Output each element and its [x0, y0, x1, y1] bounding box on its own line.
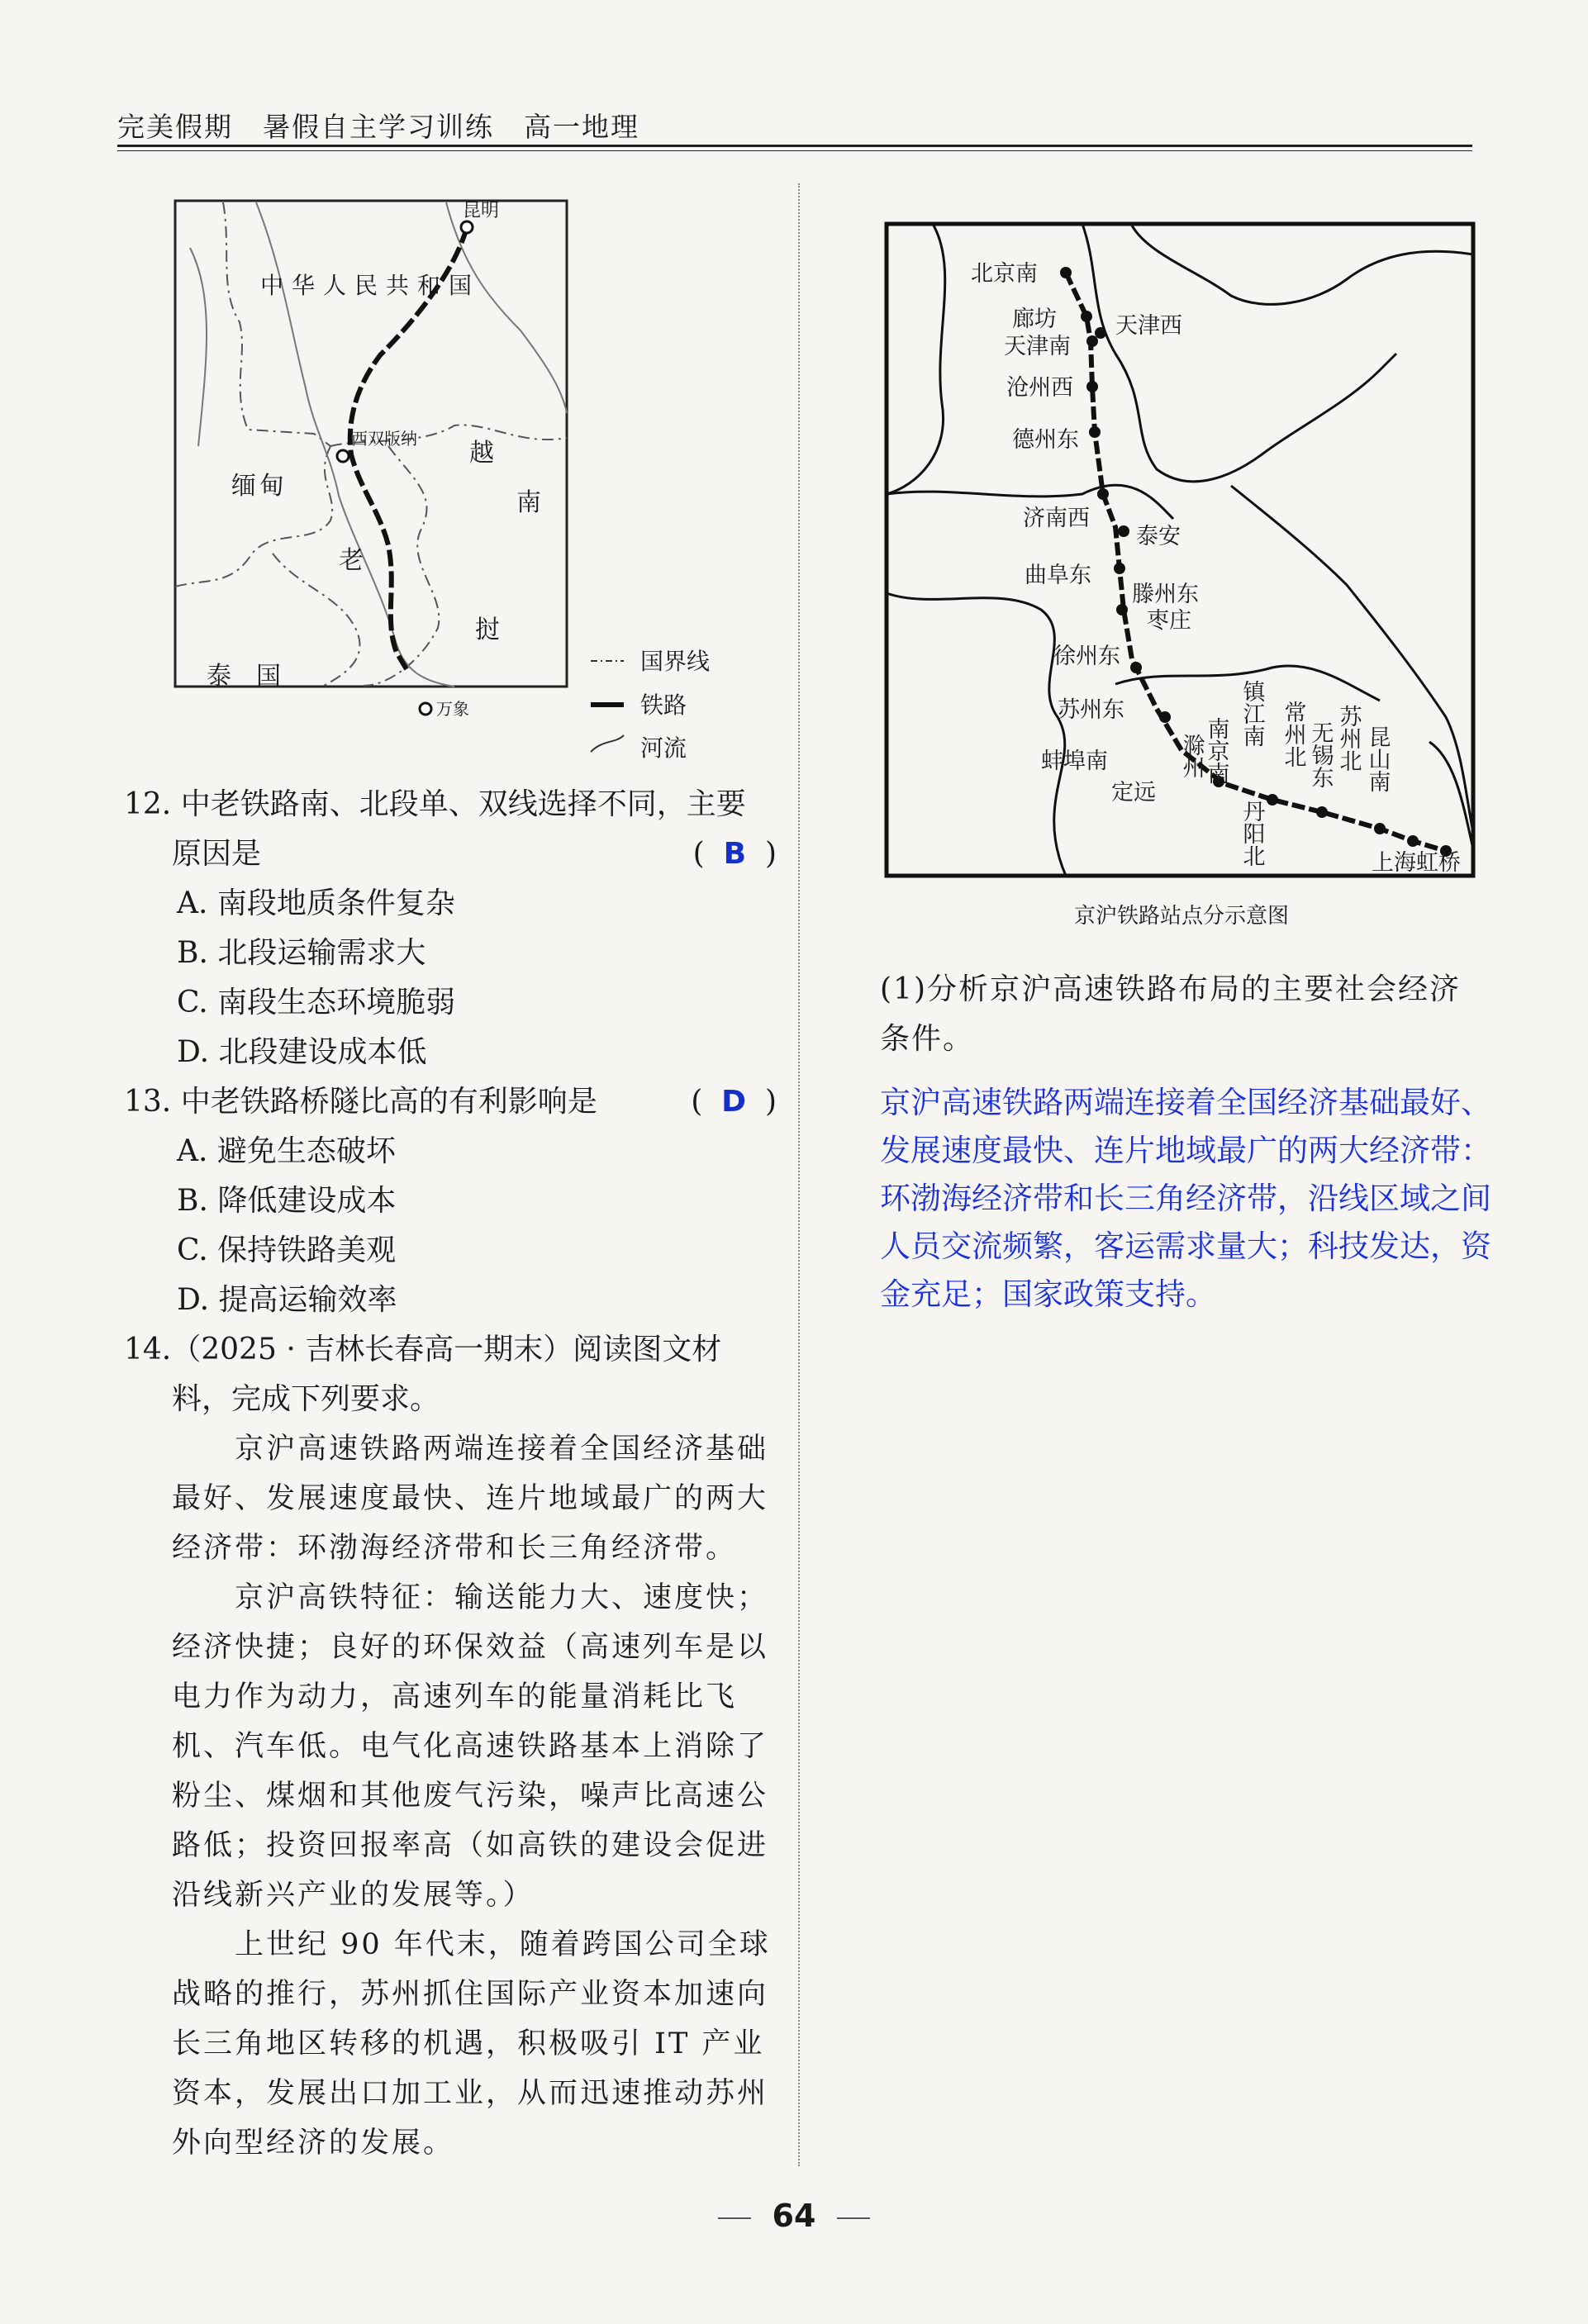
station-taian: 泰安 — [1136, 524, 1181, 549]
q12-option-d: D. 北段建设成本低 — [177, 1035, 427, 1069]
station-kunshannan: 昆山南 — [1364, 725, 1391, 792]
label-vietnam-1: 越 — [469, 439, 494, 468]
coastline — [1231, 486, 1473, 833]
header-rule-thin — [117, 150, 1472, 151]
map-legend — [591, 648, 710, 762]
q12-answer-bracket: ( B ) — [692, 837, 777, 871]
map-caption: 京沪铁路站点分示意图 — [1073, 904, 1289, 929]
station-dezhoudong: 德州东 — [1012, 427, 1079, 453]
station-shanghaihongqiao: 上海虹桥 — [1372, 850, 1461, 876]
q14-paragraph-1: 京沪高速铁路两端连接着全国经济基础最好、发展速度最快、连片地域最广的两大经济带：环渤海经济带和长三角经济带。 — [172, 1433, 769, 1565]
label-china: 中华人民共和国 — [260, 272, 481, 299]
q13-answer-bracket: ( D ) — [691, 1085, 777, 1119]
q12-option-a: A. 南段地质条件复杂 — [177, 886, 455, 920]
vientiane-marker — [420, 703, 431, 715]
q13-answer: D — [721, 1085, 747, 1119]
page-header — [117, 97, 1472, 155]
station-suzhoubei: 苏州北 — [1335, 705, 1362, 772]
page-number-text: 64 — [772, 2198, 816, 2234]
station-bengbunan: 蚌埠南 — [1041, 749, 1108, 774]
station-tianjinxi: 天津西 — [1115, 313, 1182, 339]
river — [190, 248, 207, 446]
sub1-answer: 京沪高速铁路两端连接着全国经济基础最好、发展速度最快、连片地域最广的两大经济带：环渤海经济带和长三角经济带，沿线区域之间人员交流频繁，客运需求量大；科技发达，资金充足；国家政策支持。 — [880, 1085, 1491, 1312]
page-number-dash-left — [718, 2217, 751, 2219]
station-qufudong: 曲阜东 — [1025, 563, 1091, 588]
station-tengzhoudong: 滕州东 — [1132, 582, 1199, 607]
label-laos-1: 老 — [339, 546, 364, 575]
station-dingyuan: 定远 — [1111, 780, 1156, 806]
province-boundary — [1132, 226, 1473, 304]
station-nanjingnan: 南京南 — [1203, 717, 1229, 784]
q12-stem-line2 — [124, 829, 777, 879]
station-beijingnan: 北京南 — [971, 261, 1038, 287]
subject-title: 高一地理 — [524, 111, 639, 143]
q12-option-c: C. 南段生态环境脆弱 — [177, 986, 456, 1019]
xishuangbanna-marker — [337, 450, 349, 462]
q13-option-c: C. 保持铁路美观 — [177, 1233, 397, 1267]
label-kunming: 昆明 — [463, 201, 500, 221]
q13-option-b: B. 降低建设成本 — [177, 1184, 397, 1218]
coastline — [1082, 224, 1396, 482]
q12-option-b: B. 北段运输需求大 — [177, 936, 426, 970]
page-number — [0, 2198, 1588, 2234]
label-xishuangbanna: 西双版纳 — [351, 429, 417, 449]
province-boundary — [887, 226, 945, 494]
sub1-question: (1)分析京沪高速铁路布局的主要社会经济条件。 — [880, 972, 1461, 1056]
series-title: 完美假期 — [117, 111, 233, 143]
border-line — [364, 446, 439, 686]
station-langfang: 廊坊 — [1012, 307, 1057, 332]
q14-subquestion-1 — [880, 965, 1491, 1319]
station-tianjinnan: 天津南 — [1004, 334, 1071, 359]
province-boundary — [887, 593, 1066, 876]
column-divider — [798, 183, 800, 2166]
station-labels — [971, 261, 1199, 806]
label-thailand: 泰国 — [207, 662, 306, 691]
q12-answer: B — [723, 837, 747, 871]
q13-option-d: D. 提高运输效率 — [177, 1283, 397, 1317]
station-zhenjiangnan: 镇江南 — [1239, 680, 1265, 747]
q14-stem-line2: 料，完成下列要求。 — [172, 1382, 440, 1416]
station-changzhoubei: 常州北 — [1280, 701, 1306, 768]
legend-river-label: 河流 — [640, 734, 687, 762]
station-cangzhouxi: 沧州西 — [1006, 375, 1073, 401]
station-wuxidong: 无锡东 — [1307, 721, 1334, 788]
question-12 — [124, 780, 777, 2168]
station-suzhoudong: 苏州东 — [1058, 697, 1124, 723]
kunming-marker — [461, 221, 473, 233]
station-chuzhou: 滁州 — [1178, 734, 1205, 778]
q13-option-a: A. 避免生态破坏 — [177, 1134, 396, 1168]
station-zaozhuang: 枣庄 — [1147, 608, 1191, 634]
station-jinanxi: 济南西 — [1023, 506, 1090, 531]
legend-railway-label: 铁路 — [640, 691, 687, 719]
label-myanmar: 缅甸 — [231, 472, 288, 501]
vertical-station-labels — [1179, 680, 1391, 867]
label-vientiane: 万象 — [436, 699, 469, 719]
q14-stem-line1: 14.（2025 · 吉林长春高一期末）阅读图文材 — [124, 1333, 722, 1366]
q14-material — [124, 1424, 777, 2168]
china-laos-railway-map — [174, 198, 785, 777]
legend-border-label: 国界线 — [640, 648, 711, 675]
q12-stem-line1: 12. 中老铁路南、北段单、双线选择不同，主要 — [124, 787, 746, 821]
page-number-dash-right — [837, 2217, 870, 2219]
q12-stem-text: 原因是 — [172, 837, 262, 871]
legend-river-symbol — [591, 735, 624, 752]
header-rule — [117, 145, 1472, 147]
q14-paragraph-3: 上世纪 90 年代末，随着跨国公司全球战略的推行，苏州抓住国际产业资本加速向长三角地区转移的机遇，积极吸引 IT 产业资本，发展出口加工业，从而迅速推动苏州外向型经济的发展。 — [172, 1928, 771, 2160]
book-title: 暑假自主学习训练 — [263, 111, 494, 143]
border-line — [175, 446, 332, 587]
beijing-shanghai-railway-map — [884, 221, 1479, 940]
station-xuzhoudong: 徐州东 — [1053, 644, 1120, 669]
q13-stem — [124, 1077, 777, 1127]
border-line — [223, 202, 330, 446]
label-vietnam-2: 南 — [516, 488, 541, 517]
q14-paragraph-2: 京沪高铁特征：输送能力大、速度快；经济快捷；良好的环保效益（高速列车是以电力作为动力，高速列车的能量消耗比飞机、汽车低。电气化高速铁路基本上消除了粉尘、煤烟和其他废气污染，噪声比高速公路低；投资回报率高（如高铁的建设会促进沿线新兴产业的发展等。） — [172, 1581, 769, 1912]
label-laos-2: 挝 — [475, 615, 500, 644]
station-danyangbei: 丹阳北 — [1239, 800, 1265, 867]
q13-stem-text: 13. 中老铁路桥隧比高的有利影响是 — [124, 1085, 597, 1119]
